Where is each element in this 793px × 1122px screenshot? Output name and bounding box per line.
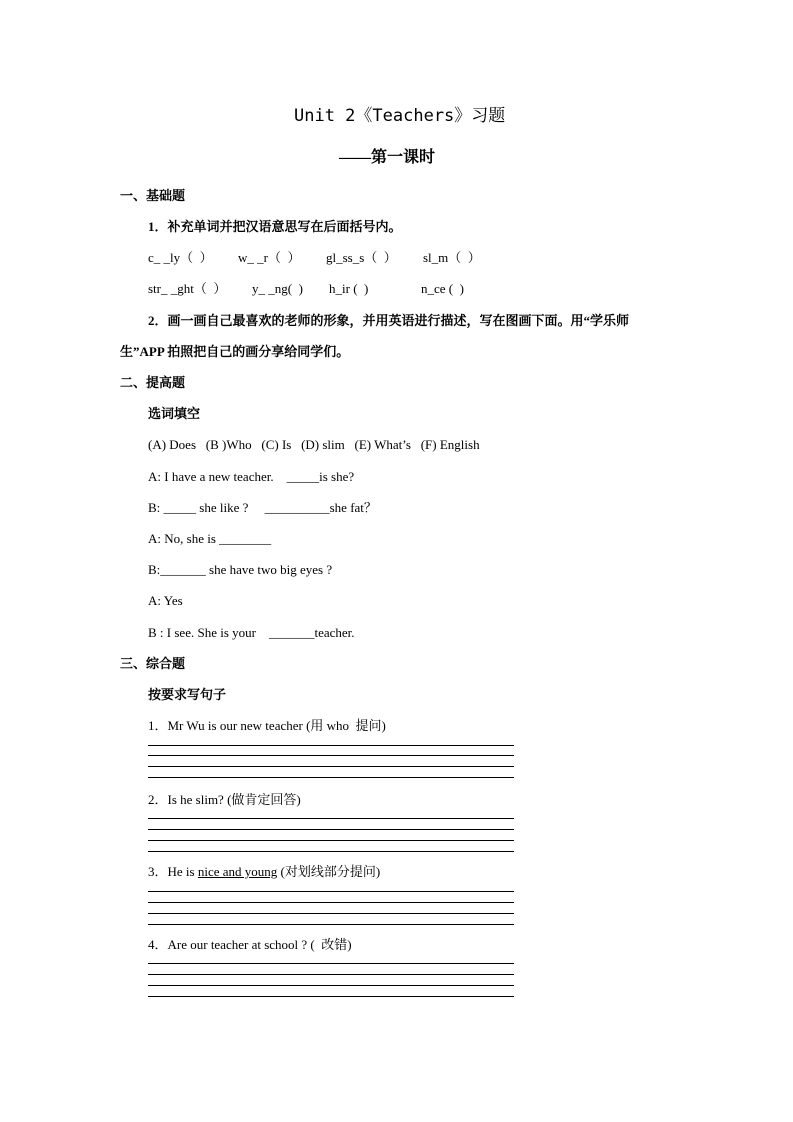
answer-line — [148, 745, 514, 746]
dialogue-line: A: I have a new teacher. _____is she? — [148, 469, 355, 484]
sentence-question-1: 1．Mr Wu is our new teacher (用 who 提问) — [148, 718, 386, 733]
sentence-question-2: 2．Is he slim? (做肯定回答) — [148, 792, 301, 807]
section-1-heading: 一、基础题 — [120, 188, 186, 203]
answer-line — [148, 985, 514, 986]
word-blank: str_ _ght（ ） — [148, 281, 227, 296]
word-blank: h_ir ( ) — [329, 281, 369, 296]
underlined-phrase: nice and young — [197, 864, 278, 879]
answer-line — [148, 818, 514, 819]
question-1-2-continued: 生”APP 拍照把自己的画分享给同学们。 — [120, 344, 350, 359]
question-3-suffix: (对划线部分提问) — [277, 864, 381, 879]
section-3-heading: 三、综合题 — [120, 656, 186, 671]
answer-line — [148, 963, 514, 964]
answer-line — [148, 766, 514, 767]
answer-line — [148, 996, 514, 997]
question-3-prefix: 3．He is — [148, 864, 198, 879]
answer-line — [148, 777, 514, 778]
answer-line — [148, 851, 514, 852]
dialogue-line: A: No, she is ________ — [148, 531, 272, 546]
dialogue-line: B: _____ she like ? __________she fat？ — [148, 500, 377, 515]
word-blank: gl_ss_s（ ） — [326, 250, 397, 265]
word-blank: y_ _ng( ) — [252, 281, 303, 296]
sentence-question-3 — [148, 865, 380, 878]
dialogue-line: A: Yes — [148, 593, 183, 608]
question-1-1: 1．补充单词并把汉语意思写在后面括号内。 — [148, 219, 402, 234]
question-1-2: 2．画一画自己最喜欢的老师的形象，并用英语进行描述，写在图画下面。用“学乐师 — [148, 313, 630, 328]
word-blank: c_ _ly（ ） — [148, 250, 213, 265]
answer-line — [148, 829, 514, 830]
section-2-task: 选词填空 — [148, 406, 201, 421]
answer-line — [148, 974, 514, 975]
answer-line — [148, 913, 514, 914]
answer-line — [148, 902, 514, 903]
word-options: (A) Does (B )Who (C) Is (D) slim (E) What’s (F) English — [148, 437, 480, 452]
section-2-heading: 二、提高题 — [120, 375, 186, 390]
word-blank: sl_m（ ） — [423, 250, 481, 265]
answer-line — [148, 891, 514, 892]
section-3-task: 按要求写句子 — [148, 687, 227, 702]
sentence-question-4: 4．Are our teacher at school ? ( 改错) — [148, 937, 352, 952]
word-blank: n_ce ( ) — [421, 281, 464, 296]
page-subtitle: ——第一课时 — [339, 149, 436, 166]
answer-line — [148, 755, 514, 756]
answer-line — [148, 924, 514, 925]
word-blank: w_ _r（ ） — [238, 250, 301, 265]
dialogue-line: B : I see. She is your _______teacher. — [148, 625, 355, 640]
dialogue-line: B:_______ she have two big eyes ? — [148, 562, 333, 577]
answer-line — [148, 840, 514, 841]
page-title: Unit 2《Teachers》习题 — [294, 106, 506, 126]
